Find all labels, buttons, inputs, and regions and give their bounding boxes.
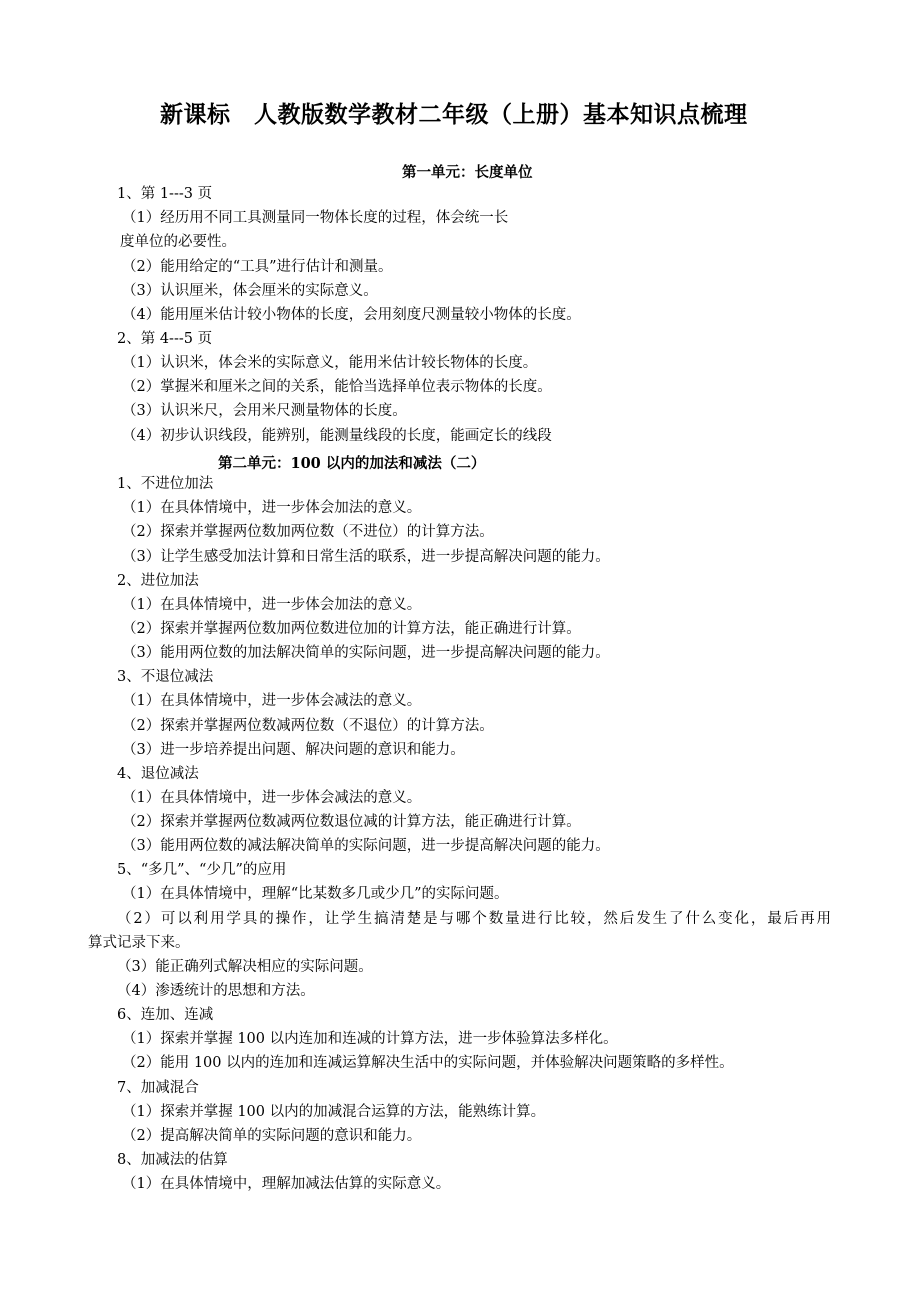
list-item: （4）渗透统计的思想和方法。	[117, 983, 315, 999]
section-heading: 1、第 1---3 页	[117, 186, 213, 202]
list-item: （1）在具体情境中，理解加减法估算的实际意义。	[122, 1176, 451, 1192]
list-item-continuation: 度单位的必要性。	[120, 234, 236, 250]
list-item: （2）掌握米和厘米之间的关系，能恰当选择单位表示物体的长度。	[122, 379, 552, 395]
list-item: （1）在具体情境中，进一步体会减法的意义。	[122, 693, 422, 709]
document-title: 新课标 人教版数学教材二年级（上册）基本知识点梳理	[160, 101, 748, 128]
section-heading: 2、第 4---5 页	[117, 331, 213, 347]
list-item: （4）能用厘米估计较小物体的长度，会用刻度尺测量较小物体的长度。	[122, 307, 581, 323]
list-item: （2）能用给定的“工具”进行估计和测量。	[122, 259, 393, 275]
list-item: （2）探索并掌握两位数加两位数（不进位）的计算方法。	[122, 524, 494, 540]
list-item: （3）让学生感受加法计算和日常生活的联系，进一步提高解决问题的能力。	[122, 549, 610, 565]
section-heading: 8、加减法的估算	[117, 1152, 228, 1168]
list-item: （1）在具体情境中，进一步体会加法的意义。	[122, 500, 422, 516]
list-item: （1）在具体情境中，进一步体会加法的意义。	[122, 597, 422, 613]
section-heading: 2、进位加法	[117, 573, 199, 589]
unit2-heading: 第二单元：100 以内的加法和减法（二）	[218, 455, 486, 472]
list-item: （2）探索并掌握两位数减两位数退位减的计算方法，能正确进行计算。	[122, 814, 581, 830]
list-item: （3）认识厘米，体会厘米的实际意义。	[122, 283, 378, 299]
list-item: （3）进一步培养提出问题、解决问题的意识和能力。	[122, 742, 465, 758]
section-heading: 6、连加、连减	[117, 1007, 214, 1023]
list-item: （2）提高解决简单的实际问题的意识和能力。	[122, 1128, 422, 1144]
list-item: （3）能用两位数的减法解决简单的实际问题，进一步提高解决问题的能力。	[122, 838, 610, 854]
list-item-continuation: 算式记录下来。	[88, 935, 190, 951]
list-item: （1）认识米，体会米的实际意义，能用米估计较长物体的长度。	[122, 355, 538, 371]
list-item: （1）探索并掌握 100 以内连加和连减的计算方法，进一步体验算法多样化。	[122, 1031, 618, 1047]
list-item: （1）在具体情境中，进一步体会减法的意义。	[122, 790, 422, 806]
section-heading: 1、不进位加法	[117, 476, 214, 492]
section-heading: 7、加减混合	[117, 1080, 199, 1096]
section-heading: 3、不退位减法	[117, 669, 214, 685]
list-item: （2）探索并掌握两位数减两位数（不退位）的计算方法。	[122, 718, 494, 734]
list-item: （2）能用 100 以内的连加和连减运算解决生活中的实际问题，并体验解决问题策略的多样性。	[122, 1055, 734, 1071]
list-item: （2）可以利用学具的操作，让学生搞清楚是与哪个数量进行比较，然后发生了什么变化，最后再用	[117, 911, 831, 927]
section-heading: 5、“多几”、“少几”的应用	[117, 862, 287, 878]
unit1-heading: 第一单元：长度单位	[402, 164, 533, 181]
list-item: （3）认识米尺，会用米尺测量物体的长度。	[122, 403, 407, 419]
list-item: （2）探索并掌握两位数加两位数进位加的计算方法，能正确进行计算。	[122, 621, 581, 637]
list-item: （4）初步认识线段，能辨别，能测量线段的长度，能画定长的线段	[122, 428, 552, 444]
list-item: （1）经历用不同工具测量同一物体长度的过程，体会统一长	[122, 210, 509, 226]
list-item: （3）能正确列式解决相应的实际问题。	[117, 959, 373, 975]
list-item: （3）能用两位数的加法解决简单的实际问题，进一步提高解决问题的能力。	[122, 645, 610, 661]
section-heading: 4、退位减法	[117, 766, 199, 782]
list-item: （1）在具体情境中，理解“比某数多几或少几”的实际问题。	[122, 886, 509, 902]
list-item: （1）探索并掌握 100 以内的加减混合运算的方法，能熟练计算。	[122, 1104, 546, 1120]
